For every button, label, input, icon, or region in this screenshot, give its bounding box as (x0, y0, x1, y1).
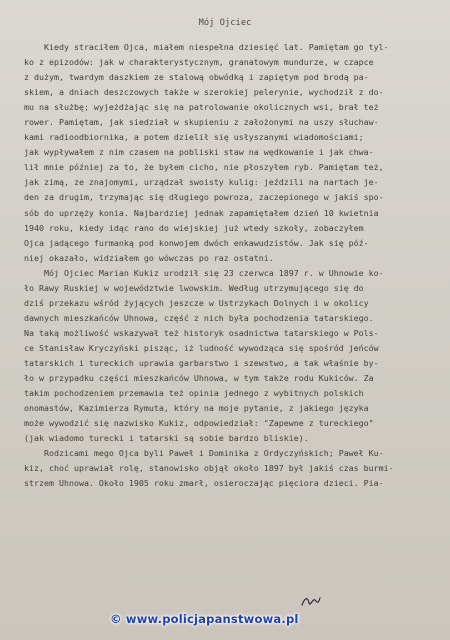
document-body (24, 40, 442, 491)
text-line: strzem Uhnowa. Około 1905 roku zmarł, osieroczając pięciora dzieci. Pia- (24, 478, 384, 489)
text-line: rower. Pamiętam, jak siedział w skupieniu z założonymi na uszy słuchaw- (24, 117, 379, 128)
text-line: ło w przypadku części mieszkańców Uhnowa, w tym także rodu Kukiców. Za (24, 373, 374, 384)
text-line: może wywodzić się nazwisko Kukiz, odpowiedział: "Zapewne z tureckiego" (24, 418, 374, 429)
text-line: lił mnie później za to, że byłem cicho, nie płoszyłem ryb. Pamiętam też, (24, 162, 384, 173)
watermark[interactable]: © www.policjapanstwowa.pl (110, 612, 299, 626)
text-line: kiz, choć uprawiał rolę, stanowisko objął około 1897 był jakiś czas burmi- (24, 463, 394, 474)
text-line: (jak wiadomo turecki i tatarski są sobie bardzo bliskie). (24, 433, 309, 444)
text-line: dawnych mieszkańców Uhnowa, część z nich była pochodzenia tatarskiego. (24, 312, 374, 323)
text-line: jak wypływałem z nim czasem na pobliski staw na wędkowanie i jak chwa- (24, 147, 374, 158)
text-line: niej okazało, widziałem go wówczas po raz ostatni. (24, 252, 274, 263)
text-line: Kiedy straciłem Ojca, miałem niespełna dziesięć lat. Pamiętam go tyl- (24, 42, 389, 52)
text-line: ko z epizodów: jak w charakterystycznym, granatowym mundurze, w czapce (24, 57, 374, 68)
text-line: Na taką możliwość wskazywał też historyk osadnictwa tatarskiego w Pols- (24, 327, 379, 338)
text-line: Mój Ojciec Marian Kukiz urodził się 23 czerwca 1897 r. w Uhnowie ko- (24, 267, 384, 278)
text-line: Rodzicami mego Ojca byli Paweł i Dominika z Ordyczyńskich; Paweł Ku- (24, 448, 384, 459)
text-line: sób do uprzęży konia. Najbardziej jednak zapamiętałem dzień 10 kwietnia (24, 207, 379, 218)
handwritten-mark-icon (300, 594, 322, 608)
text-line: den za drugim, trzymając się długiego powroza, zaczepionego w jakiś spo- (24, 192, 384, 203)
text-line: 1940 roku, kiedy idąc rano do wiejskiej już wtedy szkoły, zobaczyłem (24, 222, 364, 233)
text-line: jak zimą, ze znajomymi, urządzał swoisty kulig: jeździli na nartach je- (24, 177, 379, 188)
text-line: mu na służbę; wyjeżdżając się na patrolowanie okolicznych wsi, brał też (24, 102, 379, 113)
text-line: ce Stanisław Kryczyński pisząc, iż ludność wywodząca się spośród jeńców (24, 342, 379, 353)
text-line: Ojca jadącego furmanką pod konwojem dwóch enkawudzistów. Jak się póź- (24, 237, 369, 248)
text-line: dziś przekazu wśród żyjących jeszcze w Ustrzykach Dolnych i w okolicy (24, 297, 369, 308)
text-line: skiem, a dniach deszczowych także w szerokiej pelerynie, wychodził z do- (24, 87, 384, 98)
text-line: ło Rawy Ruskiej w województwie lwowskim. Według utrzymującego się do (24, 282, 364, 293)
text-line: tatarskich i tureckich uprawia garbarstwo i szewstwo, a tak właśnie by- (24, 357, 379, 368)
text-line: kami radioodbiornika, a potem dzielił się usłyszanymi wiadomościami; (24, 132, 364, 143)
text-line: onomastów, Kazimierza Rymuta, który na moje pytanie, z jakiego języka (24, 403, 369, 414)
text-line: z dużym, twardym daszkiem ze stalową obwódką i zapiętym pod brodą pa- (24, 72, 369, 83)
document-title: Mój Ojciec (198, 18, 252, 28)
text-line: takim pochodzeniem przemawia też opinia jednego z wybitnych polskich (24, 388, 364, 399)
